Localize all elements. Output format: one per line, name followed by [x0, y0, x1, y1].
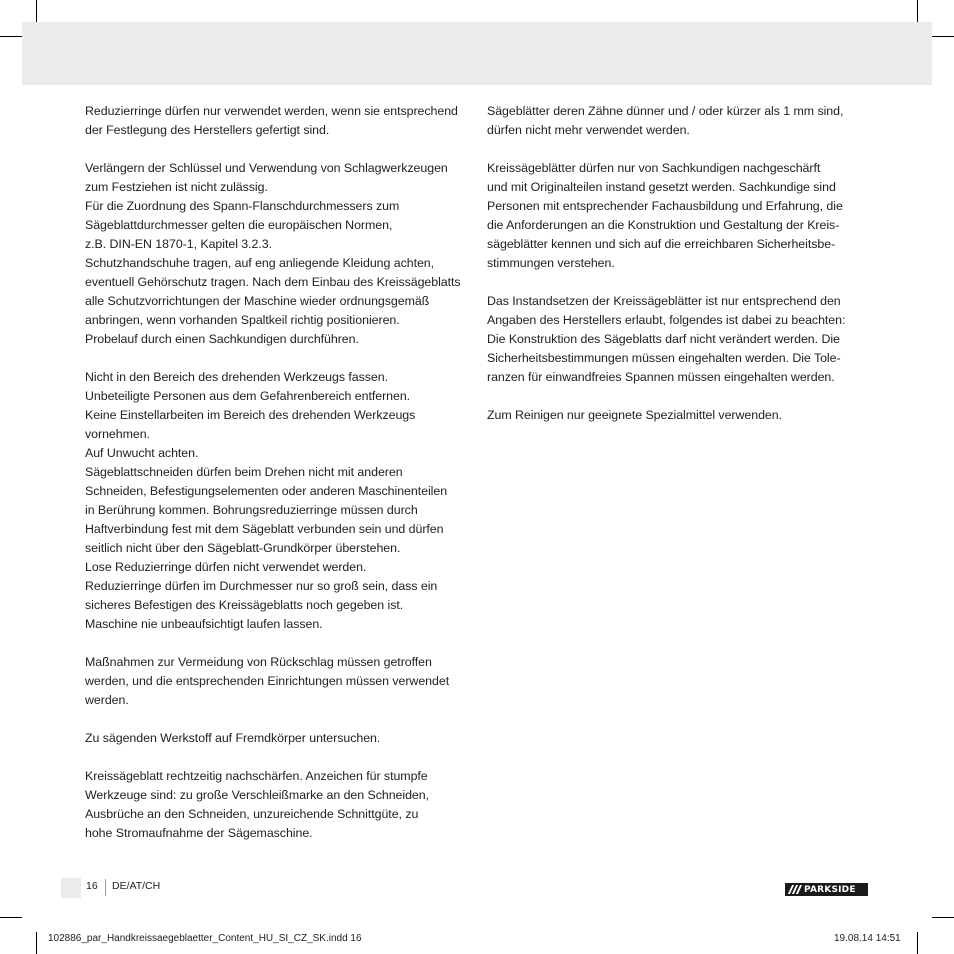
text-line: sicheres Befestigen des Kreissägeblatts noch gegeben ist.	[85, 598, 404, 612]
parkside-logo	[785, 883, 868, 896]
text-line: Haftverbindung fest mit dem Sägeblatt verbunden sein und dürfen	[85, 522, 444, 536]
text-line: Zu sägenden Werkstoff auf Fremdkörper untersuchen.	[85, 731, 381, 745]
text-line: die Anforderungen an die Konstruktion und Gestaltung der Kreis-	[487, 218, 840, 232]
text-line: ranzen für einwandfreies Spannen müssen eingehalten werden.	[487, 370, 835, 384]
text-line: Maßnahmen zur Vermeidung von Rückschlag müssen getroffen	[85, 655, 432, 669]
text-line: Sägeblätter deren Zähne dünner und / oder kürzer als 1 mm sind,	[487, 104, 844, 118]
crop-mark-top-left-h	[0, 36, 22, 37]
paragraph	[85, 159, 470, 349]
text-line: seitlich nicht über den Sägeblatt-Grundkörper überstehen.	[85, 541, 401, 555]
text-line: Reduzierringe dürfen nur verwendet werden, wenn sie entsprechend	[85, 104, 458, 118]
footer-page-box	[61, 878, 81, 898]
logo-stripes-icon	[790, 885, 800, 894]
paragraph	[487, 292, 872, 387]
text-line: Personen mit entsprechender Fachausbildung und Erfahrung, die	[487, 199, 843, 213]
text-line: alle Schutzvorrichtungen der Maschine wieder ordnungsgemäß	[85, 294, 430, 308]
text-line: stimmungen verstehen.	[487, 256, 615, 270]
paragraph	[85, 653, 470, 710]
text-line: werden, und die entsprechenden Einrichtungen müssen verwendet	[85, 674, 450, 688]
page-number: 16	[86, 880, 98, 892]
text-line: Ausbrüche an den Schneiden, unzureichende Schnittgüte, zu	[85, 807, 419, 821]
crop-mark-top-right-v	[917, 0, 918, 22]
text-line: Reduzierringe dürfen im Durchmesser nur so groß sein, dass ein	[85, 579, 438, 593]
text-line: Keine Einstellarbeiten im Bereich des drehenden Werkzeugs	[85, 408, 416, 422]
text-line: Das Instandsetzen der Kreissägeblätter ist nur entsprechend den	[487, 294, 841, 308]
text-line: Angaben des Herstellers erlaubt, folgendes ist dabei zu beachten:	[487, 313, 846, 327]
text-line: Werkzeuge sind: zu große Verschleißmarke an den Schneiden,	[85, 788, 429, 802]
text-line: und mit Originalteilen instand gesetzt werden. Sachkundige sind	[487, 180, 836, 194]
text-line: hohe Stromaufnahme der Sägemaschine.	[85, 826, 313, 840]
crop-mark-bottom-left-v	[36, 932, 37, 954]
paragraph	[85, 729, 470, 748]
text-line: Probelauf durch einen Sachkundigen durchführen.	[85, 332, 359, 346]
crop-mark-bottom-right-v	[917, 932, 918, 954]
text-line: Verlängern der Schlüssel und Verwendung von Schlagwerkzeugen	[85, 161, 448, 175]
crop-mark-bottom-left-h	[0, 917, 22, 918]
footer-separator	[105, 879, 106, 896]
paragraph	[85, 368, 470, 634]
print-filename: 102886_par_Handkreissaegeblaetter_Content_HU_SI_CZ_SK.indd 16	[48, 933, 362, 944]
text-line: Sägeblattschneiden dürfen beim Drehen nicht mit anderen	[85, 465, 403, 479]
text-line: zum Festziehen ist nicht zulässig.	[85, 180, 268, 194]
text-line: Maschine nie unbeaufsichtigt laufen lassen.	[85, 617, 323, 631]
text-line: sägeblätter kennen und sich auf die erreichbaren Sicherheitsbe-	[487, 237, 836, 251]
print-datetime: 19.08.14 14:51	[834, 933, 901, 944]
text-line: Schutzhandschuhe tragen, auf eng anliegende Kleidung achten,	[85, 256, 435, 270]
header-band	[22, 22, 932, 85]
text-line: Für die Zuordnung des Spann-Flanschdurchmessers zum	[85, 199, 400, 213]
text-line: Unbeteiligte Personen aus dem Gefahrenbereich entfernen.	[85, 389, 411, 403]
left-text-column	[85, 102, 470, 862]
text-line: eventuell Gehörschutz tragen. Nach dem Einbau des Kreissägeblatts	[85, 275, 461, 289]
text-line: dürfen nicht mehr verwendet werden.	[487, 123, 690, 137]
paragraph	[487, 102, 872, 140]
paragraph	[487, 406, 872, 425]
right-text-column	[487, 102, 872, 444]
text-line: Sägeblattdurchmesser gelten die europäischen Normen,	[85, 218, 393, 232]
text-line: Nicht in den Bereich des drehenden Werkzeugs fassen.	[85, 370, 388, 384]
text-line: Auf Unwucht achten.	[85, 446, 199, 460]
text-line: werden.	[85, 693, 129, 707]
text-line: in Berührung kommen. Bohrungsreduzierringe müssen durch	[85, 503, 418, 517]
crop-mark-top-left-v	[36, 0, 37, 22]
crop-mark-top-right-h	[932, 36, 954, 37]
text-line: Zum Reinigen nur geeignete Spezialmittel verwenden.	[487, 408, 782, 422]
text-line: Die Konstruktion des Sägeblatts darf nicht verändert werden. Die	[487, 332, 840, 346]
paragraph	[85, 102, 470, 140]
text-line: der Festlegung des Herstellers gefertigt sind.	[85, 123, 330, 137]
text-line: anbringen, wenn vorhanden Spaltkeil richtig positionieren.	[85, 313, 400, 327]
paragraph	[487, 159, 872, 273]
text-line: Lose Reduzierringe dürfen nicht verwendet werden.	[85, 560, 367, 574]
paragraph	[85, 767, 470, 843]
text-line: Kreissägeblätter dürfen nur von Sachkundigen nachgeschärft	[487, 161, 821, 175]
text-line: vornehmen.	[85, 427, 150, 441]
text-line: Kreissägeblatt rechtzeitig nachschärfen. Anzeichen für stumpfe	[85, 769, 428, 783]
text-line: Schneiden, Befestigungselementen oder anderen Maschinenteilen	[85, 484, 448, 498]
text-line: Sicherheitsbestimmungen müssen eingehalten werden. Die Tole-	[487, 351, 841, 365]
crop-mark-bottom-right-h	[932, 917, 954, 918]
language-codes: DE/AT/CH	[112, 880, 161, 892]
logo-text: PARKSIDE	[804, 884, 856, 895]
text-line: z.B. DIN-EN 1870-1, Kapitel 3.2.3.	[85, 237, 273, 251]
